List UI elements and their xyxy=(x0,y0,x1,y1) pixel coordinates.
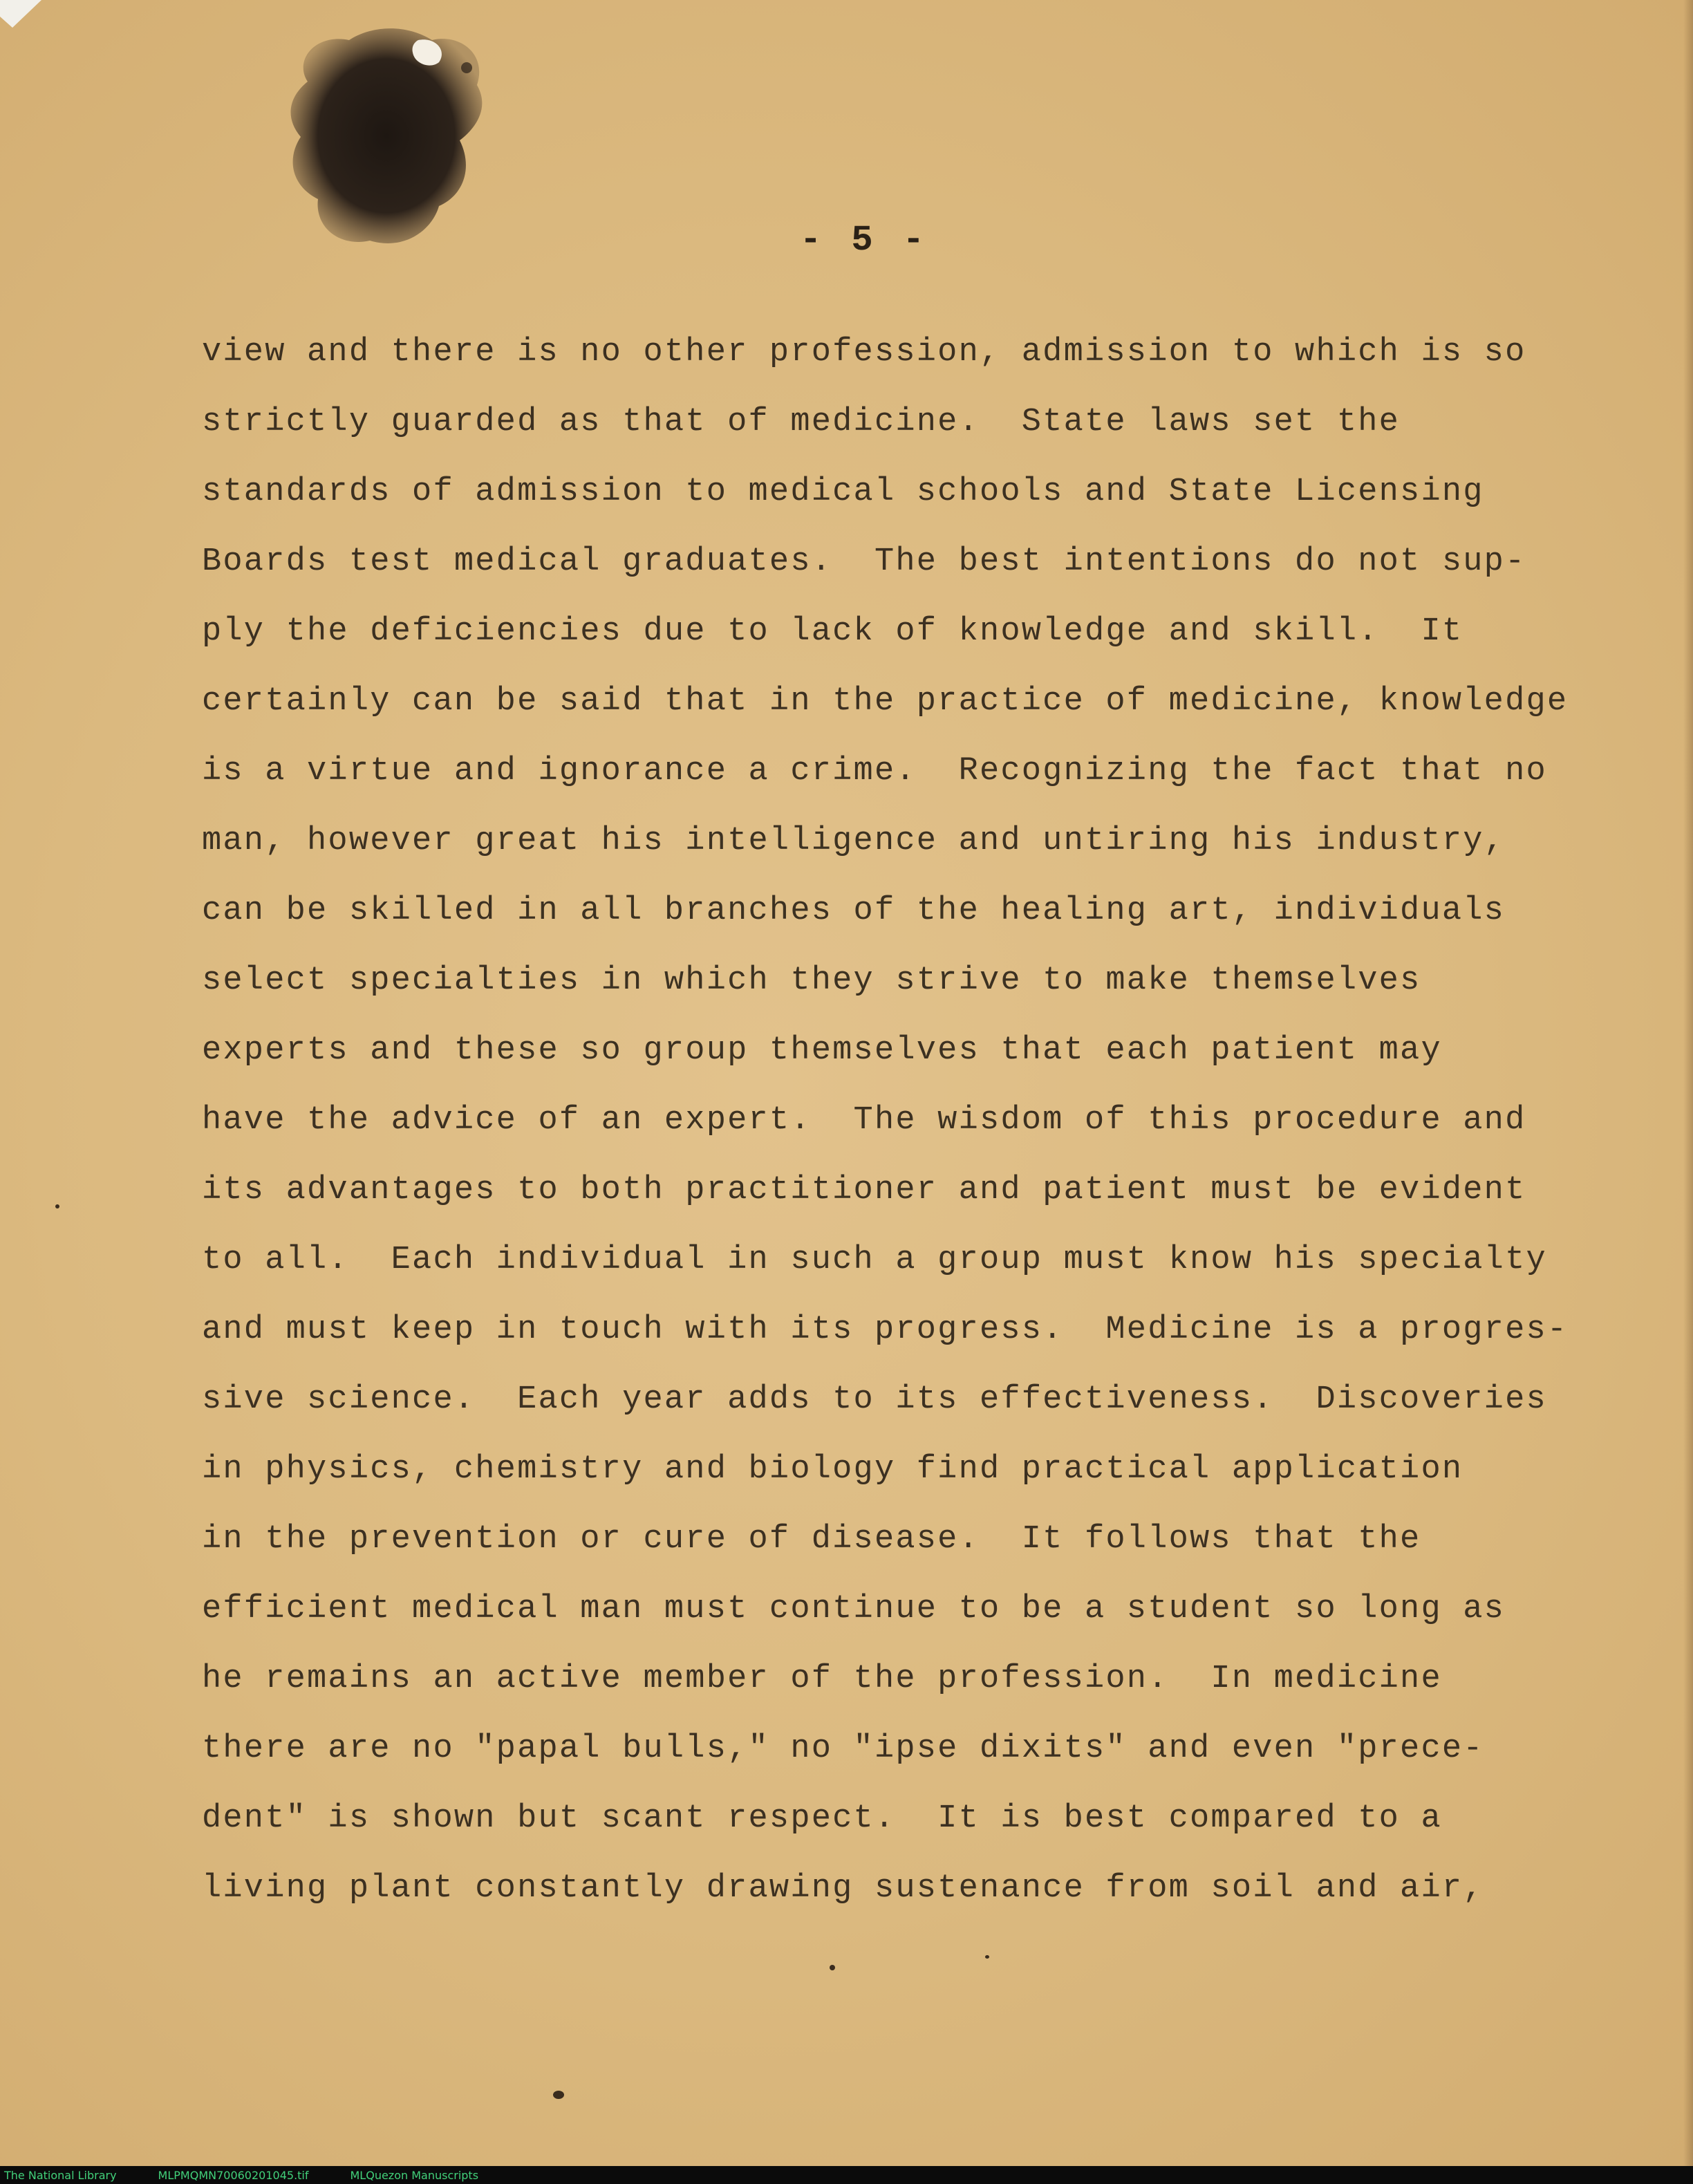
ink-speck xyxy=(985,1955,989,1959)
scan-footer-bar xyxy=(0,2166,1693,2184)
text-line: its advantages to both practitioner and patient must be evident xyxy=(202,1172,1526,1208)
ink-blot-stain xyxy=(266,19,494,268)
footer-library: The National Library xyxy=(4,2168,117,2182)
footer-file: MLPMQMN70060201045.tif xyxy=(158,2168,309,2182)
text-line: there are no "papal bulls," no "ipse dixits" and even "prece- xyxy=(202,1730,1484,1767)
body-text xyxy=(202,328,1612,1934)
text-line: dent" is shown but scant respect. It is best compared to a xyxy=(202,1800,1442,1837)
text-line: sive science. Each year adds to its effectiveness. Discoveries xyxy=(202,1381,1547,1418)
text-line: efficient medical man must continue to be a student so long as xyxy=(202,1591,1506,1627)
text-line: in physics, chemistry and biology find practical application xyxy=(202,1451,1463,1488)
page-edge-shadow xyxy=(1683,0,1693,2166)
text-line: and must keep in touch with its progress. Medicine is a progres- xyxy=(202,1312,1569,1348)
text-line: is a virtue and ignorance a crime. Recognizing the fact that no xyxy=(202,753,1547,790)
text-line: certainly can be said that in the practice of medicine, knowledge xyxy=(202,683,1569,720)
text-line: experts and these so group themselves that each patient may xyxy=(202,1032,1442,1069)
ink-speck xyxy=(55,1204,59,1208)
page-number: - 5 - xyxy=(799,220,929,261)
text-line: can be skilled in all branches of the healing art, individuals xyxy=(202,893,1506,929)
text-line: select specialties in which they strive to make themselves xyxy=(202,962,1421,999)
text-line: Boards test medical graduates. The best intentions do not sup- xyxy=(202,543,1526,580)
text-line: in the prevention or cure of disease. It follows that the xyxy=(202,1521,1421,1558)
text-line: view and there is no other profession, admission to which is so xyxy=(202,334,1526,371)
ink-speck xyxy=(553,2091,564,2099)
text-line: he remains an active member of the profession. In medicine xyxy=(202,1661,1442,1697)
text-line: have the advice of an expert. The wisdom of this procedure and xyxy=(202,1102,1526,1139)
text-line: to all. Each individual in such a group must know his specialty xyxy=(202,1242,1547,1278)
ink-speck xyxy=(830,1965,835,1970)
text-line: ply the deficiencies due to lack of knowledge and skill. It xyxy=(202,613,1463,650)
text-line: standards of admission to medical schools and State Licensing xyxy=(202,474,1484,510)
text-line: living plant constantly drawing sustenance from soil and air, xyxy=(202,1870,1484,1907)
footer-collection: MLQuezon Manuscripts xyxy=(350,2168,479,2182)
text-line: man, however great his intelligence and untiring his industry, xyxy=(202,823,1506,859)
torn-corner xyxy=(0,0,41,28)
text-line: strictly guarded as that of medicine. State laws set the xyxy=(202,404,1401,440)
